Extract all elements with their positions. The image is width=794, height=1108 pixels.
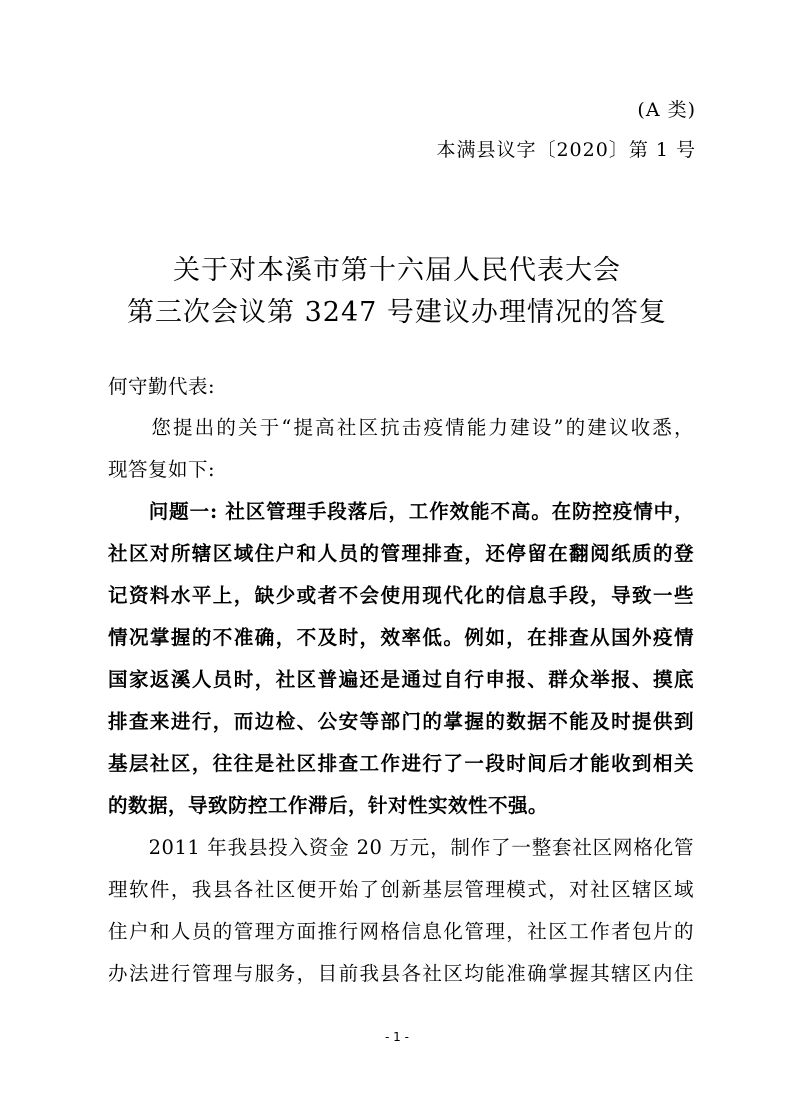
document-number: 本满县议字〔2020〕第 1 号 — [436, 139, 696, 161]
title-line-2: 第三次会议第 3247 号建议办理情况的答复 — [127, 297, 667, 328]
classification-label: (A 类) — [637, 99, 696, 121]
title-line-1: 关于对本溪市第十六届人民代表大会 — [173, 255, 621, 286]
intro-line: 现答复如下: — [108, 458, 216, 481]
issue1-line: 记资料水平上，缺少或者不会使用现代化的信息手段，导致一些 — [108, 584, 694, 607]
issue1-line: 基层社区，往往是社区排查工作进行了一段时间后才能收到相关 — [108, 752, 694, 775]
issue1-line: 国家返溪人员时，社区普遍还是通过自行申报、群众举报、摸底 — [108, 668, 694, 691]
issue1-line: 排查来进行，而边检、公安等部门的掌握的数据不能及时提供到 — [108, 710, 694, 733]
issue1-line: 的数据，导致防控工作滞后，针对性实效性不强。 — [108, 794, 549, 817]
answer1-line: 住户和人员的管理方面推行网格信息化管理，社区工作者包片的 — [108, 920, 694, 943]
answer1-line: 2011 年我县投入资金 20 万元，制作了一整套社区网格化管 — [108, 836, 694, 859]
issue1-line: 情况掌握的不准确，不及时，效率低。例如，在排查从国外疫情 — [108, 626, 694, 649]
intro-line: 您提出的关于“提高社区抗击疫情能力建设”的建议收悉， — [108, 416, 694, 439]
issue1-line: 社区对所辖区域住户和人员的管理排查，还停留在翻阅纸质的登 — [108, 542, 694, 565]
answer1-line: 办法进行管理与服务，目前我县各社区均能准确掌握其辖区内住 — [108, 962, 694, 985]
page-number: - 1 - — [385, 1030, 409, 1044]
salutation: 何守勤代表: — [108, 375, 216, 398]
answer1-line: 理软件，我县各社区便开始了创新基层管理模式，对社区辖区域 — [108, 878, 694, 901]
issue1-line: 问题一: 社区管理手段落后，工作效能不高。在防控疫情中， — [108, 500, 694, 523]
